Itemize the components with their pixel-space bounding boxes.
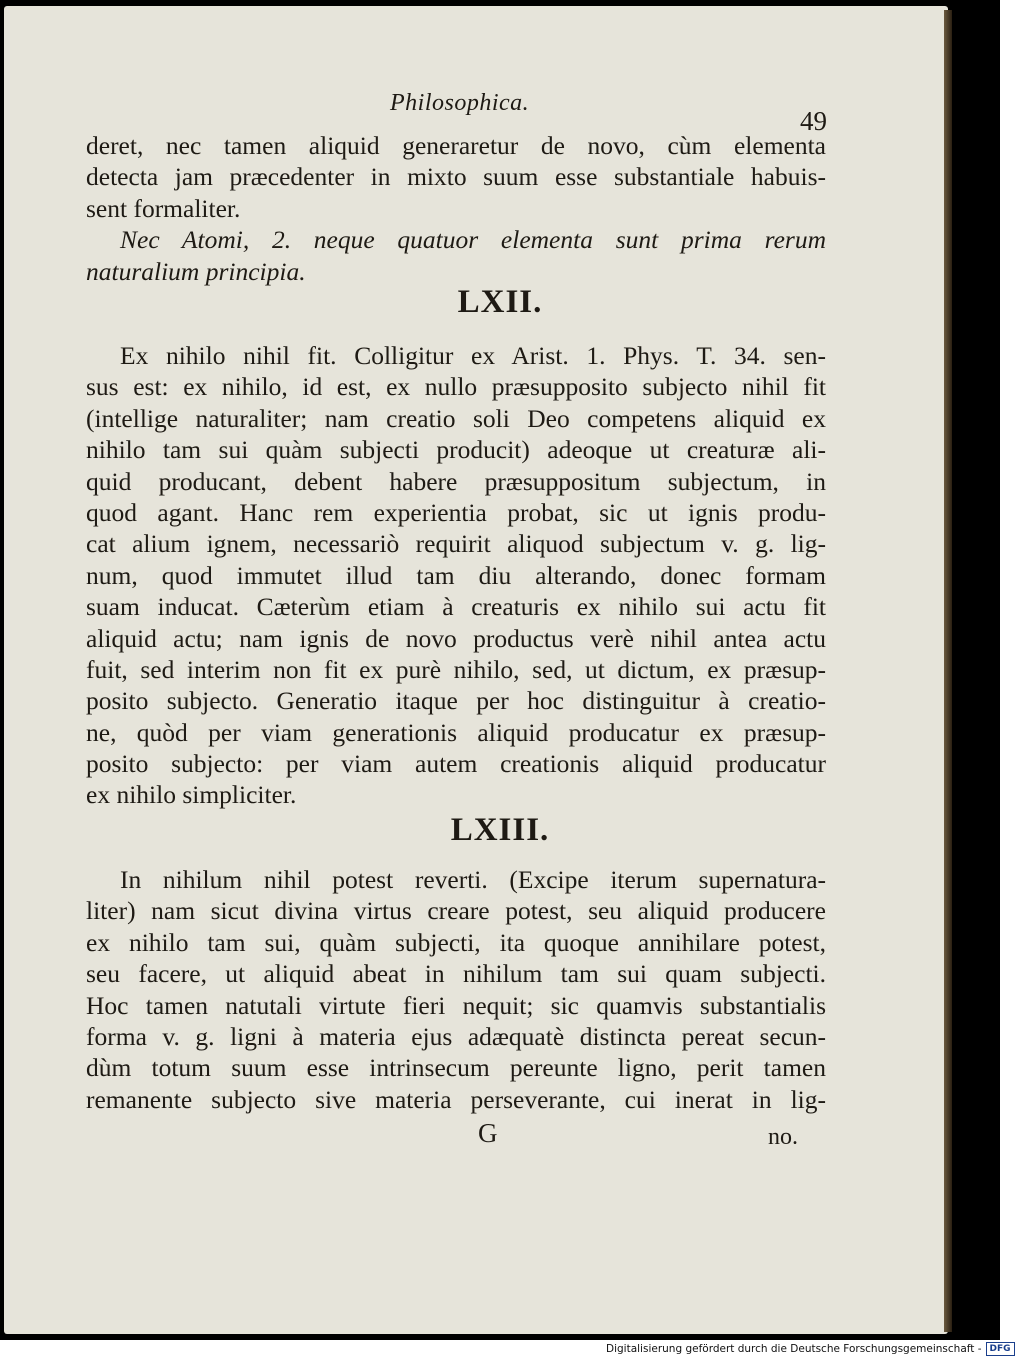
text-line: ex nihilo simpliciter.	[86, 780, 297, 810]
text-line: nihilo tam sui quàm subjecti producit) adeoque ut creaturæ ali-	[86, 435, 826, 465]
credit-text: Digitalisierung gefördert durch die Deutsche Forschungsgemeinschaft -	[606, 1343, 982, 1355]
text-line: ne, quòd per viam generationis aliquid producatur ex præsup-	[86, 717, 826, 747]
text-line: quid producant, debent habere præsuppositum subjectum, in	[86, 466, 826, 496]
text-line: posito subjecto: per viam autem creationis aliquid producatur	[86, 749, 826, 779]
text-line: remanente subjecto sive materia perseverante, cui inerat in lig-	[86, 1084, 826, 1114]
running-head: Philosophica.	[390, 90, 530, 116]
page-edge	[944, 10, 952, 1332]
section-heading-lxii: LXII.	[457, 284, 543, 320]
catchword: no.	[768, 1124, 798, 1150]
text-block-intro	[86, 130, 826, 287]
text-line: suam inducat. Cæterùm etiam à creaturis ex nihilo sui actu fit	[86, 592, 826, 622]
text-line: deret, nec tamen aliquid generaretur de novo, cùm elementa	[86, 131, 826, 160]
dfg-logo: DFG	[986, 1342, 1015, 1356]
text-line: Hoc tamen natutali virtute fieri nequit; sic quamvis substantialis	[86, 990, 826, 1020]
section-heading-lxiii: LXIII.	[450, 812, 550, 848]
text-line: num, quod immutet illud tam diu alterando, donec formam	[86, 560, 826, 590]
text-line: dùm totum suum esse intrinsecum pereunte ligno, perit tamen	[86, 1053, 826, 1083]
text-line: quod agant. Hanc rem experientia probat, sic ut ignis produ-	[86, 497, 826, 527]
text-line: detecta jam præcedenter in mixto suum esse substantiale habuis-	[86, 162, 826, 192]
digitization-credit	[606, 1341, 1015, 1357]
text-line: sus est: ex nihilo, id est, ex nullo præsupposito subjecto nihil fit	[86, 372, 826, 402]
text-line: liter) nam sicut divina virtus creare potest, seu aliquid producere	[86, 896, 826, 926]
text-line: Ex nihilo nihil fit. Colligitur ex Arist. 1. Phys. T. 34. sen-	[120, 341, 826, 370]
text-line: Nec Atomi, 2. neque quatuor elementa sunt prima rerum	[120, 225, 826, 255]
text-line: fuit, sed interim non fit ex purè nihilo, sed, ut dictum, ex præsup-	[86, 654, 826, 684]
text-line: (intellige naturaliter; nam creatio soli Deo competens aliquid ex	[86, 403, 826, 433]
signature-mark: G	[478, 1118, 498, 1148]
text-line: posito subjecto. Generatio itaque per hoc distinguitur à creatio-	[86, 686, 826, 716]
text-block-lxiii	[86, 864, 826, 1115]
text-line: aliquid actu; nam ignis de novo productus verè nihil antea actu	[86, 623, 826, 653]
text-line: seu facere, ut aliquid abeat in nihilum tam sui quam subjecti.	[86, 959, 826, 989]
text-line: ex nihilo tam sui, quàm subjecti, ita quoque annihilare potest,	[86, 927, 826, 957]
page-number: 49	[800, 106, 827, 136]
text-line: naturalium principia.	[86, 256, 306, 286]
text-line: In nihilum nihil potest reverti. (Excipe iterum supernatura-	[120, 865, 826, 894]
text-block-lxii	[86, 340, 826, 811]
text-line: cat alium ignem, necessariò requirit aliquod subjectum v. g. lig-	[86, 529, 826, 559]
text-line: sent formaliter.	[86, 193, 241, 223]
text-line: forma v. g. ligni à materia ejus adæquatè distincta pereat secun-	[86, 1021, 826, 1051]
